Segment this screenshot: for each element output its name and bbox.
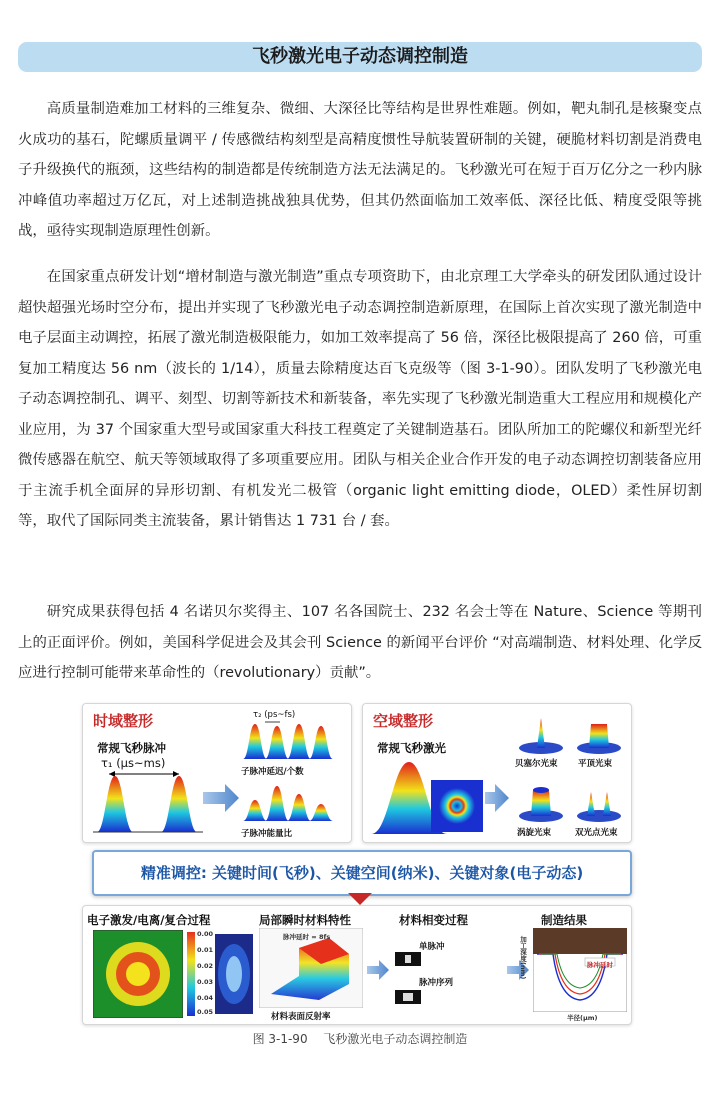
tau1-label: τ₁ (μs~ms): [101, 756, 166, 770]
vortex-label: 涡旋光束: [517, 828, 552, 838]
spatial-graphics: [363, 704, 631, 842]
sub-energy-label: 子脉冲能量比: [241, 829, 293, 839]
key-control-text: 精准调控: 关键时间(飞秒)、关键空间(纳米)、关键对象(电子动态): [140, 864, 584, 882]
result-legend: 脉冲延时: [587, 961, 613, 969]
colorbar-tick-2: 0.02: [197, 962, 214, 970]
figure-caption: [0, 1030, 720, 1047]
tau1-arrow-left: [109, 771, 115, 777]
doublespot-base: [577, 810, 621, 822]
vortex-ring: [531, 790, 551, 816]
electron-heatmap: [93, 930, 183, 1018]
doublespot-peak-1: [587, 792, 595, 816]
title-bar: [18, 42, 702, 72]
vortex-hole: [533, 787, 549, 793]
result-ylabel: 加工深度(nm): [519, 936, 527, 980]
electron-process-title: 电子激发/电离/复合过程: [87, 913, 211, 927]
arrow-icon-1: [367, 958, 391, 982]
conventional-pulse-2: [161, 776, 197, 832]
colorbar: [187, 932, 195, 1016]
gaussian-spot: [439, 788, 475, 824]
single-pulse-image: [395, 952, 421, 966]
tau2-label: τ₂ (ps~fs): [253, 710, 296, 720]
paragraph-2: 在国家重点研发计划“增材制造与激光制造”重点专项资助下，由北京理工大学牵头的研发团队通过设计超快超强光场时空分布，提出并实现了飞秒激光电子动态调控制造新原理，在国际上首次实现了激光制造中电子层面主动调控，拓展了激光制造极限能力，如加工效率提高了 56 倍，深径比极限提高了 260 倍，可重复加工精度达 56 nm（波长的 1/14），质量去除精度达百飞克级等（图 3-1-90）。团队发明了飞秒激光电子动态调控制孔、调平、刻型、切割等新技术和新装备，率先实现了飞秒激光制造重大工程应用和规模化产业应用，为 37 个国家重大型号或国家重大科技工程奠定了关键制造基石。团队所加工的陀螺仪和新型光纤微传感器在航空、航天等领域取得了多项重要应用。团队与相关企业合作开发的电子动态调控切割装备应用于主流手机全面屏的异形切割、有机发光二极管（organic light emitting diode，OLED）柔性屏切割等，取代了国际同类主流装备，累计销售达 1 731 台 / 套。: [18, 269, 702, 529]
sub-pulse-b2: [265, 786, 289, 821]
temporal-title: 时域整形: [93, 712, 154, 730]
temporal-shaping-panel: [82, 703, 352, 843]
single-pulse-label: 单脉冲: [419, 942, 445, 952]
doublespot-label: 双光点光束: [575, 828, 618, 838]
sub-delay-label: 子脉冲延迟/个数: [241, 767, 304, 777]
colorbar-tick-1: 0.01: [197, 946, 214, 954]
temporal-arrow: [203, 784, 239, 812]
sub-pulse-a1: [243, 724, 267, 759]
bottom-row-panel: [82, 905, 632, 1025]
local-property-title: 局部瞬时材料特性: [259, 913, 351, 927]
sub-pulse-a3: [287, 724, 311, 759]
colorbar-tick-4: 0.04: [197, 994, 214, 1002]
bessel-peak: [537, 718, 545, 748]
plasma-image: [215, 934, 253, 1014]
sub-pulse-a2: [265, 726, 289, 759]
paragraph-1: 高质量制造难加工材料的三维复杂、微细、大深径比等结构是世界性难题。例如，靶丸制孔是核聚变点火成功的基石，陀螺质量调平 / 传感微结构刻型是高精度惯性导航装置研制的关键，硬脆材料切割是消费电子升级换代的瓶颈，这些结构的制造都是传统制造方法无法满足的。飞秒激光可在短于百万亿分之一秒内脉冲峰值功率超过万亿瓦，对上述制造挑战独具优势，但其仍然面临加工效率低、深径比低、精度受限等挑战，亟待实现制造原理性创新。: [18, 101, 702, 239]
result-title: 制造结果: [541, 913, 587, 927]
paragraph-3: 研究成果获得包括 4 名诺贝尔奖得主、107 名各国院士、232 名会士等在 Nature、Science 等期刊上的正面评价。例如，美国科学促进会及其会刊 Science 的新闻平台评价 “对高端制造、材料处理、化学反应进行控制可能带来革命性的（revolutionary）贡献”。: [18, 604, 702, 681]
flattop-label: 平顶光束: [578, 759, 613, 769]
colorbar-tick-3: 0.03: [197, 978, 214, 986]
pulse-train-image: [395, 990, 421, 1004]
phase-change-title: 材料相变过程: [399, 913, 468, 927]
caption-text: 飞秒激光电子动态调控制造: [323, 1032, 468, 1046]
down-arrow-icon: [346, 893, 374, 905]
pulse-delay-inner-label: 脉冲延时 = 8fs: [283, 933, 331, 941]
bessel-label: 贝塞尔光束: [515, 759, 558, 769]
result-plot: [533, 928, 627, 1012]
reflectivity-label: 材料表面反射率: [271, 1012, 331, 1022]
key-control-bar: [92, 850, 632, 896]
caption-number: 图 3-1-90: [252, 1032, 308, 1046]
pulse-train-label: 脉冲序列: [419, 978, 454, 988]
colorbar-tick-0: 0.00: [197, 930, 214, 938]
spatial-title: 空域整形: [373, 712, 434, 730]
sub-pulse-a4: [309, 726, 333, 759]
page-title: 飞秒激光电子动态调控制造: [252, 46, 468, 67]
temporal-conventional-label: 常规飞秒脉冲: [97, 741, 166, 755]
flattop-peak: [589, 724, 609, 748]
conventional-pulse-1: [97, 776, 133, 832]
sub-pulse-b1: [243, 800, 267, 821]
spatial-conventional-label: 常规飞秒激光: [377, 741, 446, 755]
figure: [82, 703, 638, 1023]
spatial-shaping-panel: [362, 703, 632, 843]
temporal-graphics: [83, 704, 351, 842]
sub-pulse-b3: [287, 794, 311, 821]
spatial-arrow: [485, 784, 509, 812]
result-xlabel: 半径(μm): [567, 1014, 598, 1022]
sub-pulse-b4: [309, 804, 333, 821]
tau1-arrow-right: [173, 771, 179, 777]
doublespot-peak-2: [603, 792, 611, 816]
colorbar-tick-5: 0.05: [197, 1008, 214, 1016]
